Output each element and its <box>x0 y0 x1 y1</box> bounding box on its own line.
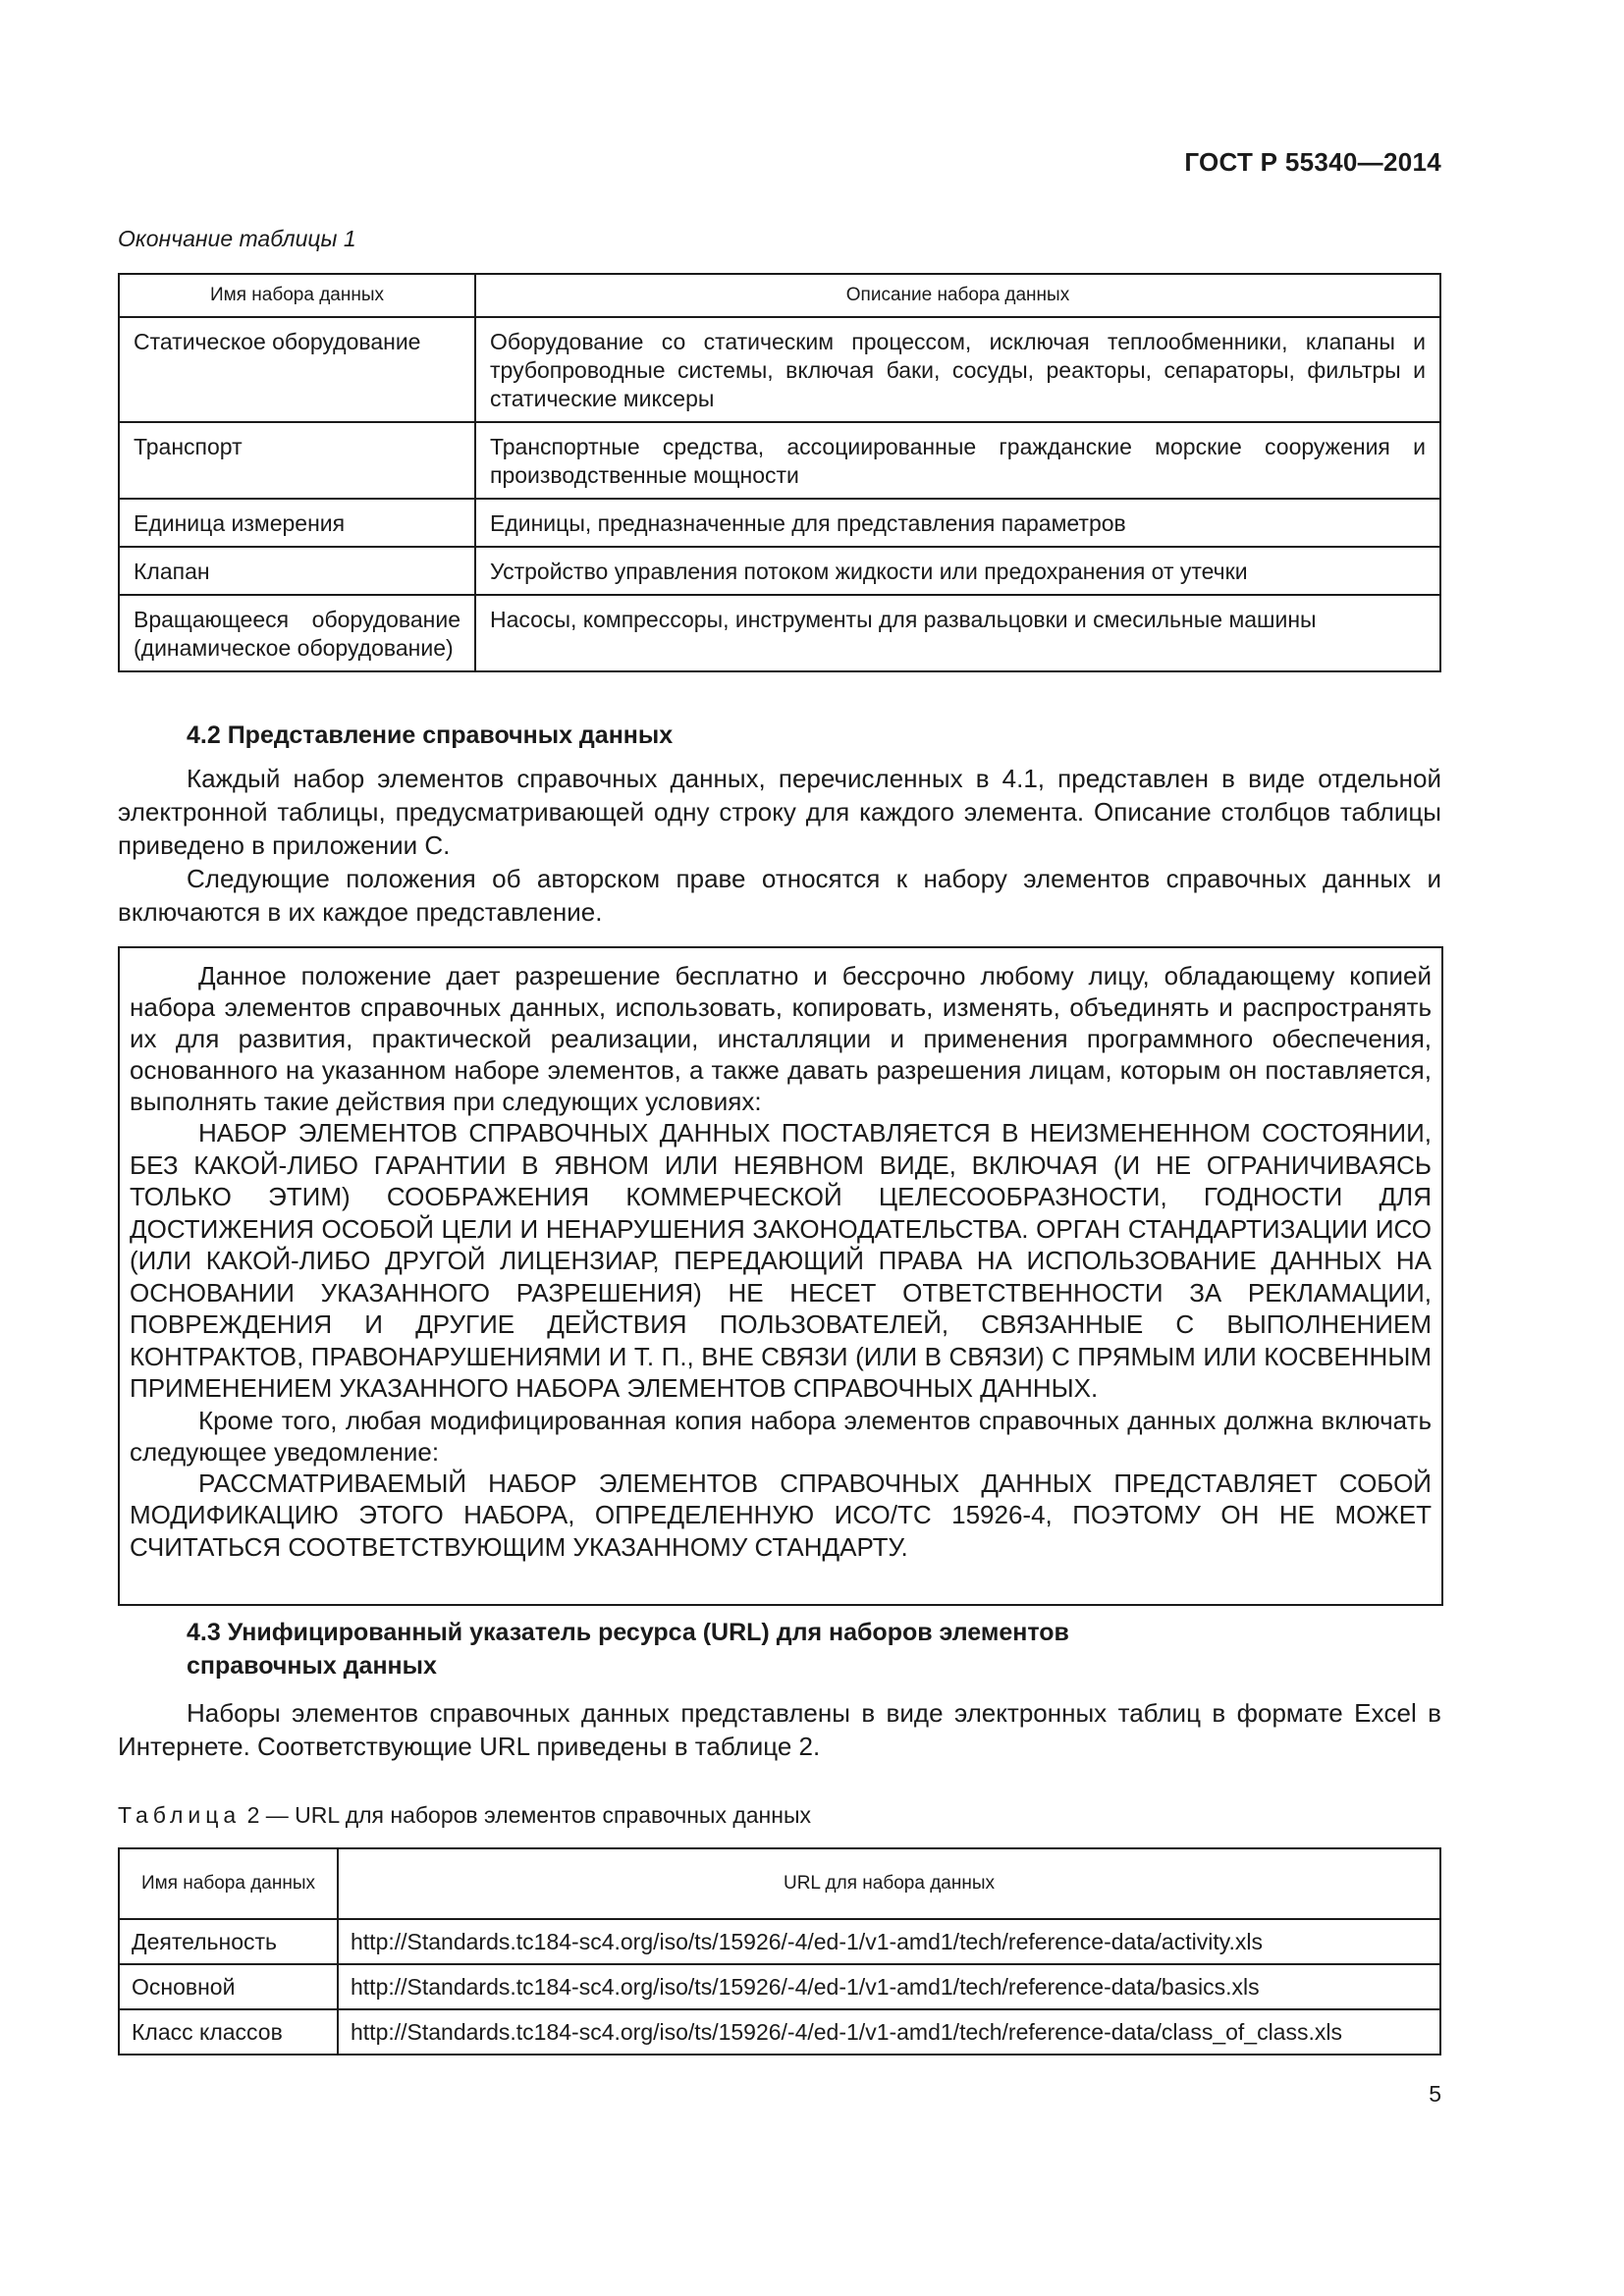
table1-caption: Окончание таблицы 1 <box>118 226 356 251</box>
dataset-url-link[interactable]: http://Standards.tc184-sc4.org/iso/ts/15926/-4/ed-1/v1-amd1/tech/reference-data/activity.xls <box>338 1919 1440 1964</box>
copyright-disclaimer: НАБОР ЭЛЕМЕНТОВ СПРАВОЧНЫХ ДАННЫХ ПОСТАВЛЯЕТСЯ В НЕИЗМЕНЕННОМ СОСТОЯНИИ, БЕЗ КАКОЙ-ЛИБО ГАРАНТИИ В ЯВНОМ ИЛИ НЕЯВНОМ ВИДЕ, ВКЛЮЧАЯ (И НЕ ОГРАНИЧИВАЯСЬ ТОЛЬКО ЭТИМ) СООБРАЖЕНИЯ КОММЕРЧЕСКОЙ ЦЕЛЕСООБРАЗНОСТИ, ГОДНОСТИ ДЛЯ ДОСТИЖЕНИЯ ОСОБОЙ ЦЕЛИ И НЕНАРУШЕНИЯ ЗАКОНОДАТЕЛЬСТВА. ОРГАН СТАНДАРТИЗАЦИИ ИСО (ИЛИ КАКОЙ-ЛИБО ДРУГОЙ ЛИЦЕНЗИАР, ПЕРЕДАЮЩИЙ ПРАВА НА ИСПОЛЬЗОВАНИЕ ДАННЫХ НА ОСНОВАНИИ УКАЗАННОГО РАЗРЕШЕНИЯ) НЕ НЕСЕТ ОТВЕТСТВЕННОСТИ ЗА РЕКЛАМАЦИИ, ПОВРЕЖДЕНИЯ И ДРУГИЕ ДЕЙСТВИЯ ПОЛЬЗОВАТЕЛЕЙ, СВЯЗАННЫЕ С ВЫПОЛНЕНИЕМ КОНТРАКТОВ, ПРАВОНАРУШЕНИЯМИ И Т. П., ВНЕ СВЯЗИ (ИЛИ В СВЯЗИ) С ПРЯМЫМ ИЛИ КОСВЕННЫМ ПРИМЕНЕНИЕМ УКАЗАННОГО НАБОРА ЭЛЕМЕНТОВ СПРАВОЧНЫХ ДАННЫХ. <box>130 1118 1432 1403</box>
dataset-name-cell: Основной <box>119 1964 338 2009</box>
dataset-name-cell: Вращающееся оборудование (динамическое оборудование) <box>119 595 475 671</box>
section-4-3-heading-line: справочных данных <box>187 1652 437 1680</box>
table-row <box>119 1964 1440 2009</box>
column-header-dataset-url: URL для набора данных <box>338 1848 1440 1919</box>
dataset-description-cell: Устройство управления потоком жидкости или предохранения от утечки <box>475 547 1440 595</box>
copyright-notice-box <box>118 946 1443 1606</box>
section-4-2-paragraph: Каждый набор элементов справочных данных, перечисленных в 4.1, представлен в виде отдельной электронной таблицы, предусматривающей одну строку для каждого элемента. Описание столбцов таблицы приведено в приложении С. <box>118 764 1441 860</box>
table-row <box>119 317 1440 422</box>
section-4-2-heading: 4.2 Представление справочных данных <box>187 721 674 749</box>
table2-caption-label: Таблица <box>118 1802 242 1828</box>
section-4-3-paragraph: Наборы элементов справочных данных представлены в виде электронных таблиц в формате Excel в Интернете. Соответствующие URL приведены в таблице 2. <box>118 1698 1441 1761</box>
dataset-description-cell: Насосы, компрессоры, инструменты для развальцовки и смесильные машины <box>475 595 1440 671</box>
section-4-3-heading-line: 4.3 Унифицированный указатель ресурса (URL) для наборов элементов <box>187 1619 1069 1646</box>
dataset-description-cell: Оборудование со статическим процессом, исключая теплообменники, клапаны и трубопроводные системы, включая баки, сосуды, реакторы, сепараторы, фильтры и статические миксеры <box>475 317 1440 422</box>
page-number: 5 <box>1429 2081 1441 2107</box>
modification-notice: РАССМАТРИВАЕМЫЙ НАБОР ЭЛЕМЕНТОВ СПРАВОЧНЫХ ДАННЫХ ПРЕДСТАВЛЯЕТ СОБОЙ МОДИФИКАЦИЮ ЭТОГО НАБОРА, ОПРЕДЕЛЕННУЮ ИСО/ТС 15926-4, ПОЭТОМУ ОН НЕ МОЖЕТ СЧИТАТЬСЯ СООТВЕТСТВУЮЩИМ УКАЗАННОМУ СТАНДАРТУ. <box>130 1468 1432 1562</box>
dataset-name-cell: Класс классов <box>119 2009 338 2055</box>
dataset-name-cell: Транспорт <box>119 422 475 499</box>
dataset-description-cell: Транспортные средства, ассоциированные гражданские морские сооружения и производственные мощности <box>475 422 1440 499</box>
dataset-name-cell: Клапан <box>119 547 475 595</box>
column-header-dataset-name: Имя набора данных <box>119 1848 338 1919</box>
copyright-paragraph: Кроме того, любая модифицированная копия набора элементов справочных данных должна включать следующее уведомление: <box>130 1405 1432 1467</box>
table-row <box>119 422 1440 499</box>
dataset-url-link[interactable]: http://Standards.tc184-sc4.org/iso/ts/15926/-4/ed-1/v1-amd1/tech/reference-data/basics.xls <box>338 1964 1440 2009</box>
table-row <box>119 547 1440 595</box>
dataset-description-table <box>118 273 1441 672</box>
section-4-2-paragraph: Следующие положения об авторском праве относятся к набору элементов справочных данных и включаются в их каждое представление. <box>118 864 1441 927</box>
dataset-description-cell: Единицы, предназначенные для представления параметров <box>475 499 1440 547</box>
document-standard-number: ГОСТ Р 55340—2014 <box>1184 147 1441 177</box>
dataset-name-cell: Статическое оборудование <box>119 317 475 422</box>
table2-caption <box>118 1802 811 1829</box>
copyright-paragraph: Данное положение дает разрешение бесплатно и бессрочно любому лицу, обладающему копией набора элементов справочных данных, использовать, копировать, изменять, объединять и распространять их для развития, практической реализации, инсталляции и применения программного обеспечения, основанного на указанном наборе элементов, а также давать разрешения лицам, которым он поставляется, выполнять такие действия при следующих условиях: <box>130 961 1432 1116</box>
table-row <box>119 1919 1440 1964</box>
table-header-row <box>119 1848 1440 1919</box>
dataset-url-link[interactable]: http://Standards.tc184-sc4.org/iso/ts/15926/-4/ed-1/v1-amd1/tech/reference-data/class_of_class.xls <box>338 2009 1440 2055</box>
table-header-row <box>119 274 1440 317</box>
dataset-url-table <box>118 1847 1441 2056</box>
dataset-name-cell: Единица измерения <box>119 499 475 547</box>
table-row <box>119 499 1440 547</box>
table2-caption-text: 2 — URL для наборов элементов справочных данных <box>241 1802 811 1828</box>
column-header-dataset-name: Имя набора данных <box>119 274 475 317</box>
table-row <box>119 595 1440 671</box>
dataset-name-cell: Деятельность <box>119 1919 338 1964</box>
table-row <box>119 2009 1440 2055</box>
column-header-dataset-description: Описание набора данных <box>475 274 1440 317</box>
section-4-3-heading <box>187 1616 1069 1682</box>
